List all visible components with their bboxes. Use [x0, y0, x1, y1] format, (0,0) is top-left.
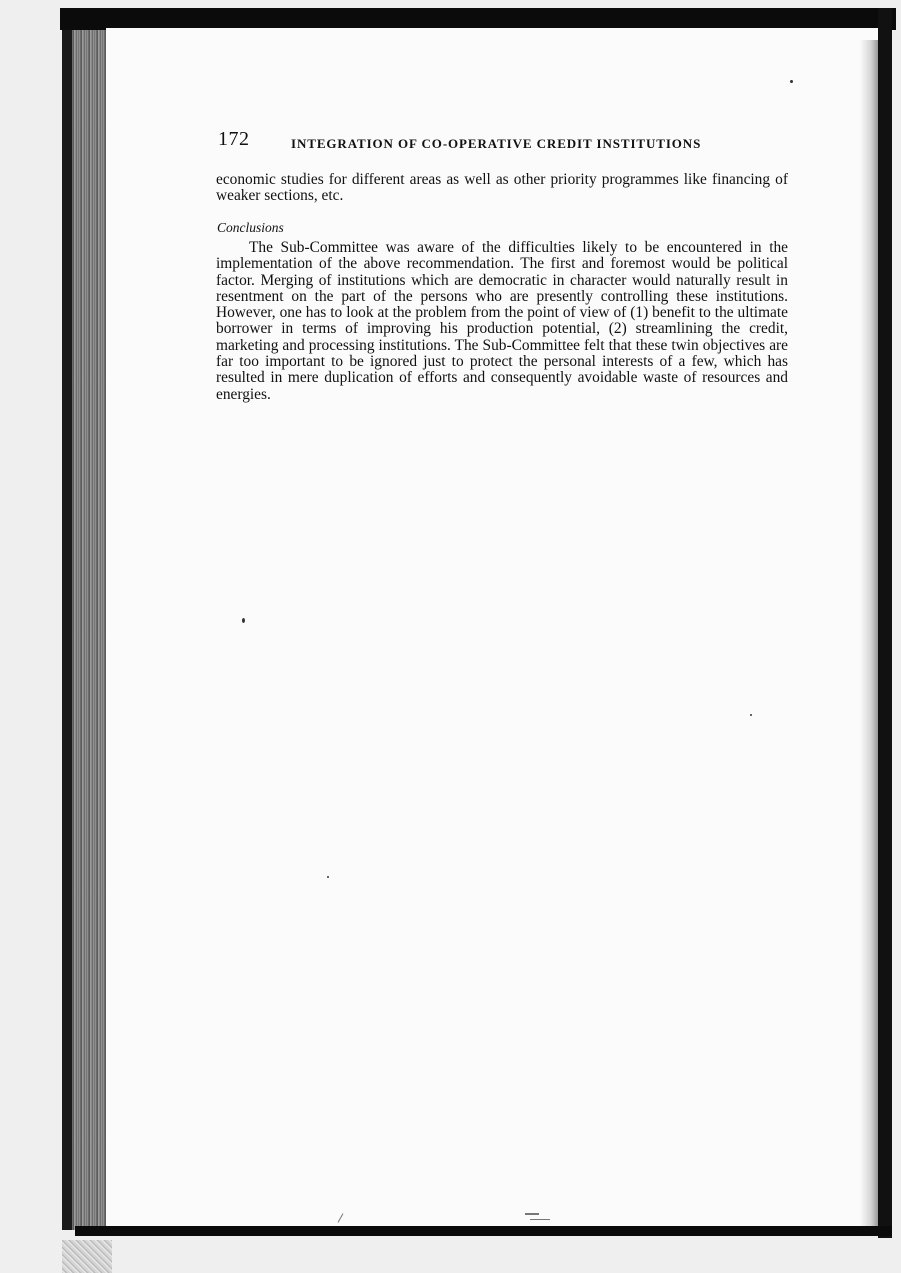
scan-speck: [242, 618, 245, 623]
page-header: [218, 128, 788, 158]
scanner-frame-bottom: [75, 1226, 892, 1236]
scan-speck: [327, 876, 329, 878]
scan-scratch: [530, 1219, 550, 1220]
conclusions-paragraph: The Sub-Committee was aware of the difficulties likely to be encountered in the implementation of the above recommendation. The first and foremost would be political factor. Merging of institutions which are democratic in character would naturally result in resentment on the part of the persons who are presently controlling these institutions. However, one has to look at the problem from the point of view of (1) benefit to the ultimate borrower in terms of improving his production potential, (2) streamlining the credit, marketing and processing institutions. The Sub-Committee felt that these twin objectives are far too important to be ignored just to protect the personal interests of a few, which has resulted in mere duplication of efforts and consequently avoidable waste of resources and energies.: [216, 239, 788, 403]
section-heading: Conclusions: [217, 220, 284, 235]
book-spine-shadow: [62, 20, 72, 1230]
page-curl-shadow: [860, 40, 878, 1226]
scan-scratch: [525, 1213, 539, 1215]
intro-text: economic studies for different areas as well as other priority programmes like financing of weaker sections, etc.: [216, 171, 788, 205]
scanner-frame-top: [60, 8, 896, 30]
running-head: INTEGRATION OF CO-OPERATIVE CREDIT INSTITUTIONS: [291, 136, 702, 151]
scan-speck: [790, 80, 793, 83]
scanner-frame-right: [878, 8, 892, 1238]
scan-speck: [750, 714, 752, 716]
scan-artifact: [62, 1240, 112, 1273]
book-page: [106, 28, 878, 1226]
page-number: 172: [218, 128, 250, 150]
